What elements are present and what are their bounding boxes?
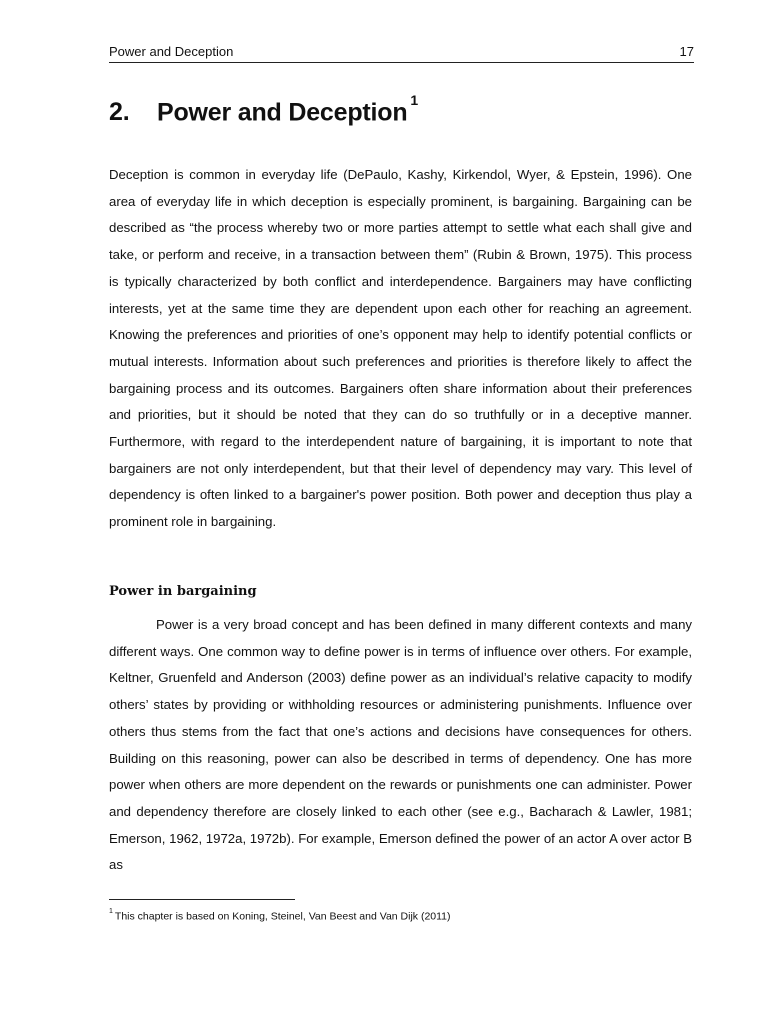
running-header bbox=[109, 43, 694, 63]
footnote-marker: 1 bbox=[109, 908, 113, 915]
chapter-number: 2. bbox=[109, 98, 130, 127]
footnote-divider bbox=[109, 899, 295, 900]
footnote bbox=[109, 906, 451, 925]
chapter-title-text: Power and Deception bbox=[157, 98, 408, 127]
footnote-reference[interactable]: 1 bbox=[410, 92, 419, 108]
footnote-text: This chapter is based on Koning, Steinel, Van Beest and Van Dijk (2011) bbox=[114, 910, 451, 923]
page-number: 17 bbox=[679, 44, 694, 59]
paragraph-intro: Deception is common in everyday life (DePaulo, Kashy, Kirkendol, Wyer, & Epstein, 1996). One area of everyday life in which deception is especially prominent, is bargaining. Bargaining can be described as “the process whereby two or more parties attempt to settle what each shall give and take, or perform and receive, in a transaction between them” (Rubin & Brown, 1975). This process is typically characterized by both conflict and interdependence. Bargainers may have conflicting interests, yet at the same time they are dependent upon each other for reaching an agreement. Knowing the preferences and priorities of one’s opponent may help to identify potential conflicts or mutual interests. Information about such preferences and priorities is therefore likely to affect the bargaining process and its outcomes. Bargainers often share information about their preferences and priorities, but it should be noted that they can do so truthfully or in a deceptive manner. Furthermore, with regard to the interdependent nature of bargaining, it is important to note that bargainers are not only interdependent, but that their level of dependency may vary. This level of dependency is often linked to a bargainer's power position. Both power and deception thus play a prominent role in bargaining. bbox=[109, 167, 692, 530]
paragraph-power: Power is a very broad concept and has been defined in many different contexts and many different ways. One common way to define power is in terms of influence over others. For example, Keltner, Gruenfeld and Anderson (2003) define power as an individual’s relative capacity to modify others’ states by providing or withholding resources or administering punishments. Influence over others thus stems from the fact that one’s actions and decisions have consequences for others. Building on this reasoning, power can also be described in terms of dependency. One has more power when others are more dependent on the rewards or punishments one can administer. Power and dependency therefore are closely linked to each other (see e.g., Bacharach & Lawler, 1981; Emerson, 1962, 1972a, 1972b). For example, Emerson defined the power of an actor A over actor B as bbox=[109, 617, 692, 873]
running-title: Power and Deception bbox=[109, 44, 234, 59]
section-heading: Power in bargaining bbox=[109, 584, 257, 599]
chapter-title bbox=[109, 86, 418, 132]
